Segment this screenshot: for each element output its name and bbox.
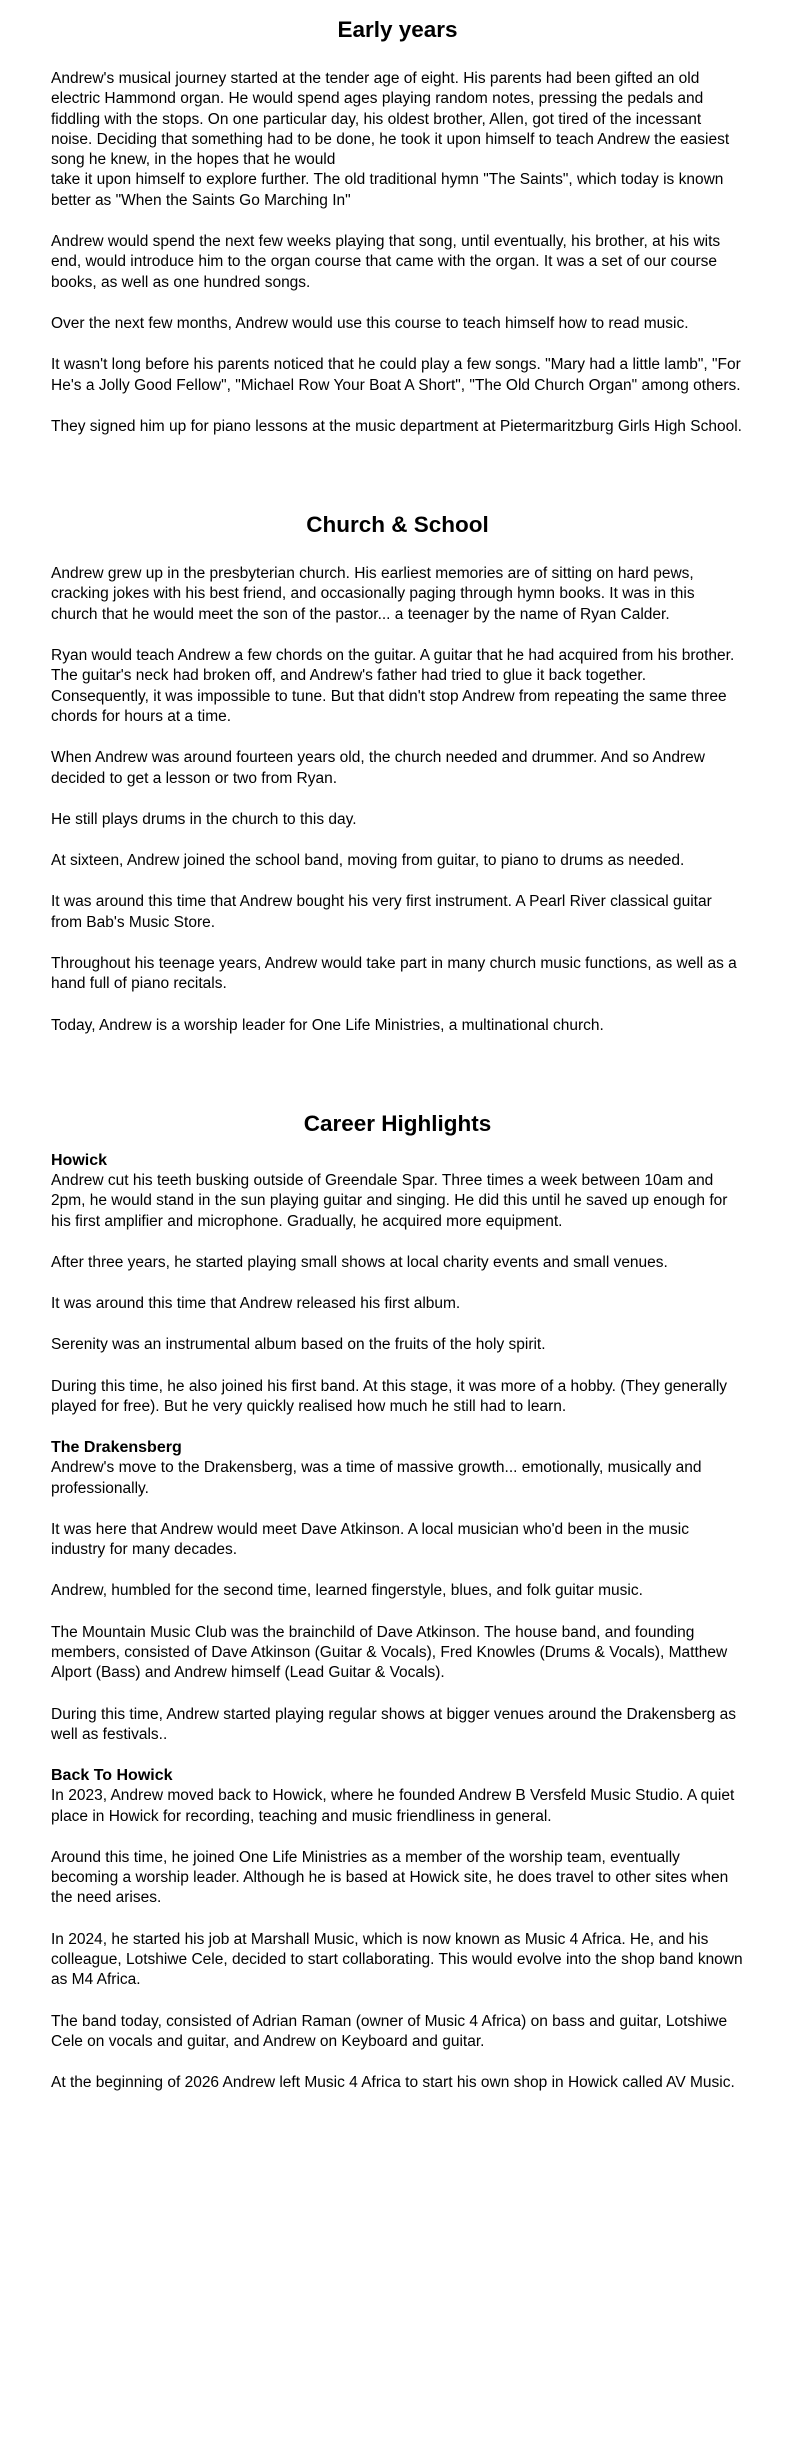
howick-heading: Howick [51, 1151, 108, 1169]
church-school-paragraph: Ryan would teach Andrew a few chords on the guitar. A guitar that he had acquired from his brother. The guitar's neck had broken off, and Andrew's father had tried to glue it back together. Consequently, it was impossible to tune. But that didn't stop Andrew from repeating the same three chords for hours at a time. [51, 647, 735, 725]
early-years-section [0, 0, 794, 437]
early-years-paragraph: Over the next few months, Andrew would use this course to teach himself how to read music. [51, 314, 689, 332]
back-to-howick-paragraph: At the beginning of 2026 Andrew left Music 4 Africa to start his own shop in Howick called AV Music. [51, 2074, 735, 2092]
drakensberg-paragraph: It was here that Andrew would meet Dave Atkinson. A local musician who'd been in the music industry for many decades. [51, 1520, 689, 1559]
early-years-paragraph: Andrew would spend the next few weeks playing that song, until eventually, his brother, at his wits end, would introduce him to the organ course that came with the organ. It was a set of our course books, as well as one hundred songs. [51, 233, 721, 291]
church-school-paragraph: He still plays drums in the church to this day. [51, 810, 357, 828]
drakensberg-subsection [51, 1438, 744, 1745]
back-to-howick-paragraph: The band today, consisted of Adrian Raman (owner of Music 4 Africa) on bass and guitar, Lotshiwe Cele on vocals and guitar, and Andrew on Keyboard and guitar. [51, 2012, 728, 2050]
church-school-paragraph: Throughout his teenage years, Andrew would take part in many church music functions, as well as a hand full of piano recitals. [51, 955, 737, 993]
drakensberg-paragraph: During this time, Andrew started playing regular shows at bigger venues around the Drakensberg as well as festivals.. [51, 1705, 736, 1743]
back-to-howick-paragraph: Around this time, he joined One Life Ministries as a member of the worship team, eventually becoming a worship leader. Although he is based at Howick site, he does travel to other sites when the need arises. [51, 1848, 729, 1907]
church-school-paragraph: At sixteen, Andrew joined the school band, moving from guitar, to piano to drums as needed. [51, 852, 685, 870]
drakensberg-paragraph: Andrew's move to the Drakensberg, was a time of massive growth... emotionally, musically and professionally. [51, 1459, 702, 1497]
church-school-title: Church & School [306, 512, 489, 538]
howick-paragraph: During this time, he also joined his first band. At this stage, it was more of a hobby. (They generally played for free). But he very quickly realised how much he still had to learn. [51, 1377, 728, 1415]
church-school-paragraph: When Andrew was around fourteen years old, the church needed and drummer. And so Andrew decided to get a lesson or two from Ryan. [51, 749, 705, 787]
career-title: Career Highlights [303, 1110, 492, 1136]
church-school-paragraph: Andrew grew up in the presbyterian church. His earliest memories are of sitting on hard pews, cracking jokes with his best friend, and occasionally paging through hymn books. It was in this church that he would meet the son of the pastor... a teenager by the name of Ryan Calder. [51, 565, 695, 623]
early-years-paragraph: They signed him up for piano lessons at the music department at Pietermaritzburg Girls High School. [51, 417, 742, 435]
back-to-howick-paragraph: In 2024, he started his job at Marshall Music, which is now known as Music 4 Africa. He, and his colleague, Lotshiwe Cele, decided to start collaborating. This would evolve into the shop band known as M4 Africa. [51, 1930, 743, 1989]
early-years-paragraph: It wasn't long before his parents noticed that he could play a few songs. "Mary had a little lamb", "For He's a Jolly Good Fellow", "Michael Row Your Boat A Short", "The Old Church Organ" among others. [51, 356, 741, 394]
howick-subsection [51, 1151, 744, 1417]
back-to-howick-paragraph: In 2023, Andrew moved back to Howick, where he founded Andrew B Versfeld Music Studio. A quiet place in Howick for recording, teaching and music friendliness in general. [51, 1787, 735, 1825]
early-years-paragraph: Andrew's musical journey started at the tender age of eight. His parents had been gifted an old electric Hammond organ. He would spend ages playing random notes, pressing the pedals and fiddling with the stops. On one particular day, his oldest brother, Allen, got tired of the incessant noise. Deciding that something had to be done, he took it upon himself to teach Andrew the easiest song he knew, in the hopes that he would [51, 70, 730, 169]
drakensberg-heading: The Drakensberg [51, 1439, 182, 1457]
church-school-section [0, 437, 794, 1036]
drakensberg-paragraph: Andrew, humbled for the second time, learned fingerstyle, blues, and folk guitar music. [51, 1582, 643, 1600]
career-section [0, 1036, 794, 2094]
howick-paragraph: Andrew cut his teeth busking outside of Greendale Spar. Three times a week between 10am and 2pm, he would stand in the sun playing guitar and singing. He did this until he saved up enough for his first amplifier and microphone. Gradually, he acquired more equipment. [51, 1171, 728, 1230]
back-to-howick-heading: Back To Howick [51, 1767, 173, 1785]
howick-paragraph: Serenity was an instrumental album based on the fruits of the holy spirit. [51, 1336, 546, 1354]
early-years-title: Early years [337, 17, 458, 42]
back-to-howick-subsection [51, 1766, 744, 2093]
howick-paragraph: After three years, he started playing small shows at local charity events and small venues. [51, 1253, 668, 1271]
church-school-paragraph: It was around this time that Andrew bought his very first instrument. A Pearl River classical guitar from Bab's Music Store. [51, 893, 712, 931]
drakensberg-paragraph: The Mountain Music Club was the brainchild of Dave Atkinson. The house band, and founding members, consisted of Dave Atkinson (Guitar & Vocals), Fred Knowles (Drums & Vocals), Matthew Alport (Bass) and Andrew himself (Lead Guitar & Vocals). [51, 1623, 728, 1682]
early-years-paragraph: take it upon himself to explore further. The old traditional hymn "The Saints", which today is known better as "When the Saints Go Marching In" [51, 171, 724, 209]
church-school-paragraph: Today, Andrew is a worship leader for One Life Ministries, a multinational church. [51, 1016, 604, 1034]
howick-paragraph: It was around this time that Andrew released his first album. [51, 1295, 461, 1313]
